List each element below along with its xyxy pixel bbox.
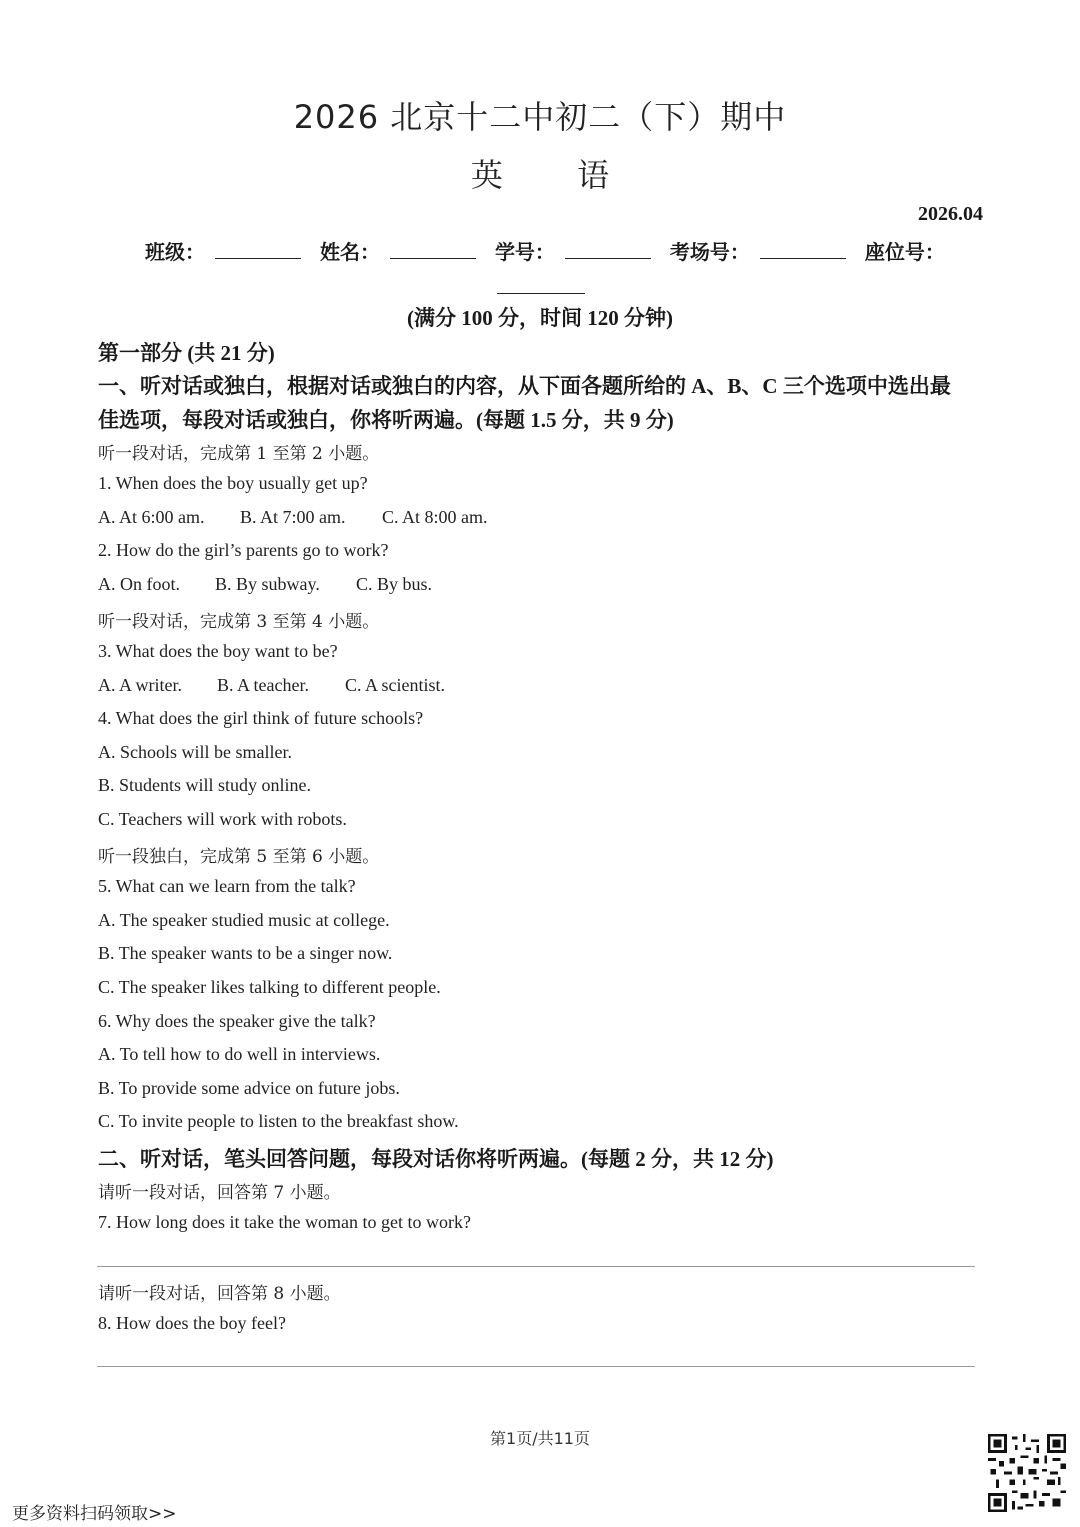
question: 1. When does the boy usually get up? — [98, 473, 368, 493]
option[interactable]: B. A teacher. — [217, 675, 309, 695]
class-label: 班级： — [145, 240, 205, 264]
student-info-row — [145, 236, 945, 265]
listening-intro: 请听一段对话，回答第 7 小题。 — [98, 1183, 341, 1203]
seat-blank[interactable] — [497, 293, 585, 294]
part-title: 第一部分 (共 21 分) — [98, 341, 275, 365]
option[interactable]: A. At 6:00 am. — [98, 507, 205, 527]
class-blank[interactable] — [215, 238, 301, 259]
question-options — [98, 675, 445, 696]
exam-title: 2026 北京十二中初二（下）期中 — [293, 98, 787, 136]
option[interactable]: B. The speaker wants to be a singer now. — [98, 943, 393, 963]
question: 7. How long does it take the woman to get to work? — [98, 1212, 471, 1232]
option[interactable]: C. At 8:00 am. — [382, 507, 488, 527]
name-label: 姓名： — [319, 240, 380, 264]
section-heading-cont: 佳选项，每段对话或独白，你将听两遍。(每题 1.5 分，共 9 分) — [98, 408, 674, 432]
question-options — [98, 507, 488, 528]
listening-intro: 请听一段对话，回答第 8 小题。 — [98, 1284, 341, 1304]
option[interactable]: B. To provide some advice on future jobs. — [98, 1078, 400, 1098]
subject-char: 语 — [577, 156, 610, 194]
option[interactable]: C. Teachers will work with robots. — [98, 809, 347, 829]
question: 2. How do the girl’s parents go to work? — [98, 540, 389, 560]
exam-room-label: 考场号： — [669, 240, 750, 264]
student-id-blank[interactable] — [565, 238, 651, 259]
student-id-label: 学号： — [494, 240, 555, 264]
listening-intro: 听一段对话，完成第 3 至第 4 小题。 — [98, 612, 380, 632]
question-options — [98, 574, 432, 595]
option[interactable]: A. To tell how to do well in interviews. — [98, 1044, 381, 1064]
question: 4. What does the girl think of future schools? — [98, 708, 424, 728]
subject-char: 英 — [470, 156, 503, 194]
option[interactable]: B. Students will study online. — [98, 775, 312, 795]
option[interactable]: B. At 7:00 am. — [240, 507, 346, 527]
section-heading: 二、听对话，笔头回答问题，每段对话你将听两遍。(每题 2 分，共 12 分) — [98, 1147, 774, 1171]
option[interactable]: A. Schools will be smaller. — [98, 742, 292, 762]
subject-title — [0, 150, 1080, 196]
option[interactable]: C. By bus. — [356, 574, 433, 594]
option[interactable]: A. On foot. — [98, 574, 180, 594]
option[interactable]: C. A scientist. — [345, 675, 446, 695]
name-blank[interactable] — [390, 238, 476, 259]
option[interactable]: A. The speaker studied music at college. — [98, 910, 390, 930]
listening-intro: 听一段对话，完成第 1 至第 2 小题。 — [98, 444, 380, 464]
qr-code-icon[interactable] — [988, 1434, 1066, 1512]
full-score-note: (满分 100 分，时间 120 分钟) — [407, 306, 673, 330]
exam-room-blank[interactable] — [760, 238, 846, 259]
question: 6. Why does the speaker give the talk? — [98, 1011, 376, 1031]
more-resources-link[interactable]: 更多资料扫码领取>> — [12, 1504, 177, 1524]
seat-label: 座位号： — [864, 240, 945, 264]
option[interactable]: C. The speaker likes talking to different people. — [98, 977, 441, 997]
page-number: 第1页/共11页 — [490, 1429, 590, 1448]
question: 5. What can we learn from the talk? — [98, 876, 356, 896]
exam-date: 2026.04 — [918, 203, 983, 225]
option[interactable]: C. To invite people to listen to the breakfast show. — [98, 1111, 459, 1131]
question: 8. How does the boy feel? — [98, 1313, 286, 1333]
question: 3. What does the boy want to be? — [98, 641, 338, 661]
answer-line[interactable] — [97, 1266, 975, 1267]
section-heading: 一、听对话或独白，根据对话或独白的内容，从下面各题所给的 A、B、C 三个选项中选出最 — [98, 374, 951, 398]
option[interactable]: B. By subway. — [215, 574, 320, 594]
listening-intro: 听一段独白，完成第 5 至第 6 小题。 — [98, 847, 380, 867]
answer-line[interactable] — [97, 1366, 975, 1367]
option[interactable]: A. A writer. — [98, 675, 182, 695]
